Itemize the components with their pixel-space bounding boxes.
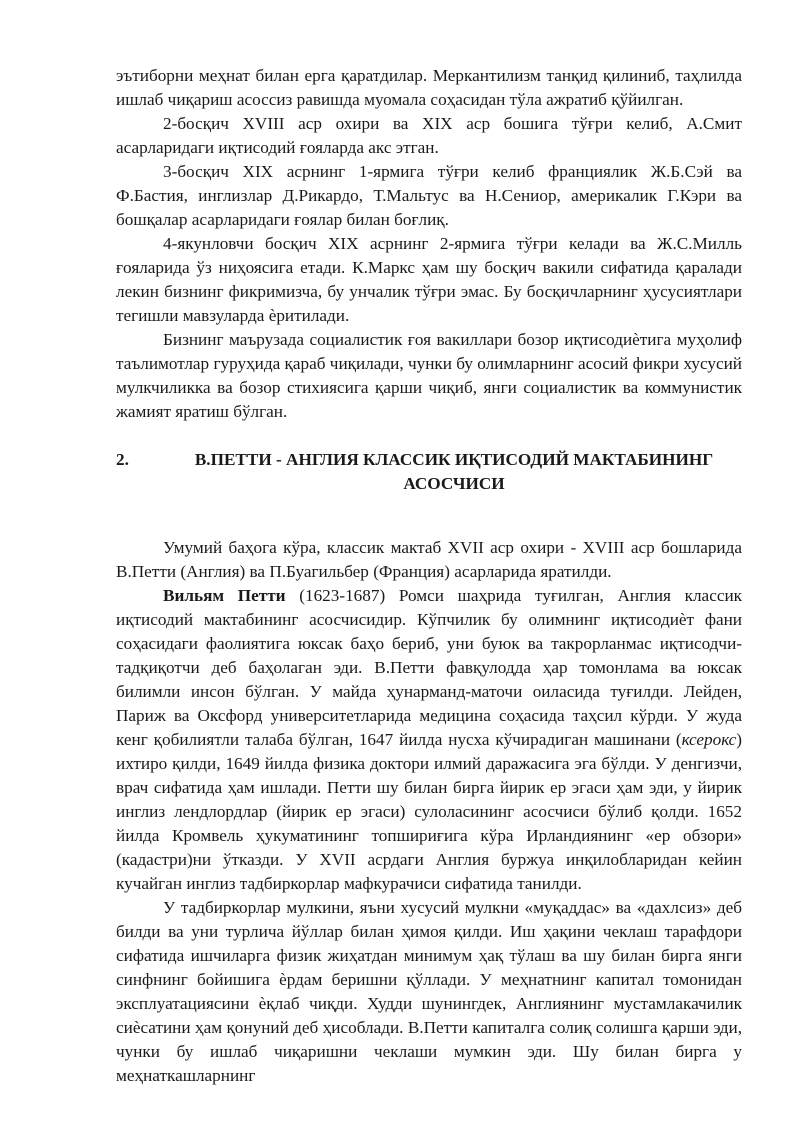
- petty-bio-italic: ксерокс: [681, 730, 737, 749]
- paragraph-socialist-ideas: Бизнинг маърузада социалистик ғоя вакиллари бозор иқтисодиѐтига муҳолиф таълимотлар гуруҳида қараб чиқилади, чунки бу олимларнинг асосий фикри хусусий мулкчиликка ва бозор стихиясига қарши чиқиб, янги социалистик ва коммунистик жамият яратиш бўлган.: [116, 330, 742, 421]
- person-name: Вильям Петти: [163, 586, 286, 605]
- paragraph-petty-bio: [116, 584, 742, 896]
- section-title: В.ПЕТТИ - АНГЛИЯ КЛАССИК ИҚТИСОДИЙ МАКТАБИНИНГ АСОСЧИСИ: [194, 450, 714, 493]
- section-heading: [116, 448, 742, 496]
- paragraph-stage-3: 3-босқич XIX асрнинг 1-ярмига тўғри келиб франциялик Ж.Б.Сэй ва Ф.Бастия, инглизлар Д.Рикардо, Т.Мальтус ва Н.Сениор, америкалик Г.Кэри ва бошқалар асарларидаги ғоялар билан боғлиқ.: [116, 162, 742, 229]
- paragraph-continuation: эътиборни меҳнат билан ерга қаратдилар. Меркантилизм танқид қилиниб, таҳлилда ишлаб чиқариш асоссиз равишда муомала соҳасидан тўла ажратиб қўйилган.: [116, 66, 742, 109]
- section-number: 2.: [116, 450, 129, 469]
- petty-bio-text-2: ) ихтиро қилди, 1649 йилда физика доктори илмий даражасига эга бўлди. У денгизчи, врач сифатида ҳам ишлади. Петти шу билан бирга йирик ер эгаси ҳам эди, у йирик инглиз лендлордлар (йирик ер эгаси) сулоласининг асосчиси бўлиб қолди. 1652 йилда Кромвель ҳукуматининг топшириғига кўра Ирландиянинг «ер обзори» (кадастри)ни ўтказди. У XVII асрдаги Англия буржуа инқилобларидан кейин кучайган инглиз тадбиркорлар мафкурачиси сифатида танилди.: [116, 730, 742, 893]
- paragraph-stage-2: 2-босқич XVIII аср охири ва XIX аср бошига тўғри келиб, А.Смит асарларидаги иқтисодий ғояларда акс этган.: [116, 114, 742, 157]
- paragraph-intro: Умумий баҳога кўра, классик мактаб XVII аср охири - XVIII аср бошларида В.Петти (Англия) ва П.Буагильбер (Франция) асарларида яратилди.: [116, 538, 742, 581]
- paragraph-entrepreneurs: У тадбиркорлар мулкини, яъни хусусий мулкни «муқаддас» ва «дахлсиз» деб билди ва уни турлича йўллар билан ҳимоя қилди. Иш ҳақини чеклаш тарафдори сифатида ишчиларга физик жиҳатдан минимум ҳақ тўлаш ва шу билан бирга янги синфнинг бойишига ѐрдам беришни қўллади. У меҳнатнинг капитал томонидан эксплуатациясини ѐқлаб чиқди. Худди шунингдек, Англиянинг мустамлакачилик сиѐсатини ҳам қонуний деб ҳисоблади. В.Петти капиталга солиқ солишга қарши эди, чунки бу ишлаб чиқаришни чеклаши мумкин эди. Шу билан бирга у меҳнаткашларнинг: [116, 898, 742, 1085]
- paragraph-stage-4: 4-якунловчи босқич XIX асрнинг 2-ярмига тўғри келади ва Ж.С.Милль ғояларида ўз ниҳоясига етади. К.Маркс ҳам шу босқич вакили сифатида қаралади лекин бизнинг фикримизча, бу унчалик тўғри эмас. Бу босқичларнинг ҳусусиятлари тегишли мавзуларда ѐритилади.: [116, 234, 742, 325]
- petty-bio-text-1: (1623-1687) Ромси шаҳрида туғилган, Англия классик иқтисодий мактабининг асосчисидир. Кўпчилик бу олимнинг иқтисодиѐт фани соҳасидаги фаолиятига юксак баҳо бериб, уни буюк ва такрорланмас иқтисодчи-тадқиқотчи деб баҳолаган эди. В.Петти фавқулодда ҳар томонлама ва юксак билимли инсон бўлган. У майда ҳунарманд-маточи оиласида туғилди. Лейден, Париж ва Оксфорд университетларида медицина соҳасида таҳсил кўрди. У жуда кенг қобилиятли талаба бўлган, 1647 йилда нусха кўчирадиган машинани (: [116, 586, 742, 749]
- document-page: [116, 64, 742, 1088]
